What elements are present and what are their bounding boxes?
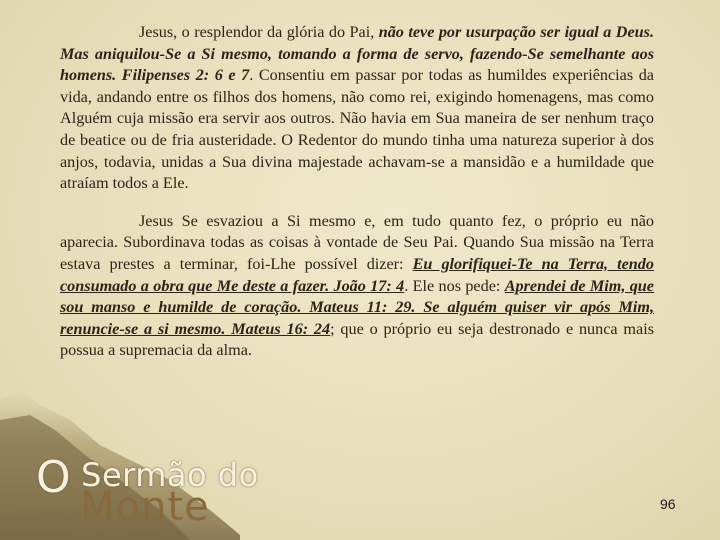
logo-letter-o: O — [36, 452, 72, 503]
paragraph-2 — [60, 211, 654, 362]
body-text — [60, 22, 654, 362]
logo-line1-text: Sermão do — [81, 456, 259, 494]
logo-title-line2: Monte — [80, 484, 210, 530]
paragraph-2-quote-1: Eu glorifiquei-Te na Terra, tendo consumado a obra que Me deste a fazer. João 17: 4 — [60, 254, 654, 295]
paragraph-1-text-a: Jesus, o resplendor da glória do Pai, — [139, 23, 379, 41]
paragraph-1-quote: não teve por usurpação ser igual a Deus. Mas aniquilou-Se a Si mesmo, tomando a forma de servo, fazendo-Se semelhante aos homens. Filipenses 2: 6 e 7 — [60, 23, 654, 85]
paragraph-2-text-c: ; que o próprio eu seja destronado e nunca mais possua a supremacia da alma. — [60, 319, 655, 360]
paragraph-1-text-b: . Consentiu em passar por todas as humildes experiências da vida, andando entre os filhos dos homens, não como rei, exigindo homenagens, mas como Alguém cuja missão era servir aos outros. Não havia em Sua maneira de ser nenhum traço de beatice ou de fria austeridade. O Redentor do mundo tinha uma natureza superior à dos anjos, todavia, unidas a Sua divina majestade achavam-se a mansidão e a humildade que atraíam todos a Ele. — [60, 66, 654, 193]
paragraph-2-quote-2: Aprendei de Mim, que sou manso e humilde de coração. Mateus 11: 29. Se alguém quiser vir após Mim, renuncie-se a si mesmo. Mateus 16: 24 — [60, 276, 654, 338]
paragraph-2-text-a: Jesus Se esvaziou a Si mesmo e, em tudo quanto fez, o próprio eu não aparecia. Subordinava todas as coisas à vontade de Seu Pai. Quando Sua missão na Terra estava prestes a terminar, foi-Lhe possível dizer: — [60, 211, 654, 273]
page-number: 96 — [660, 496, 676, 512]
paragraph-2-text-b: . Ele nos pede: — [404, 276, 505, 295]
paragraph-1 — [60, 22, 654, 195]
